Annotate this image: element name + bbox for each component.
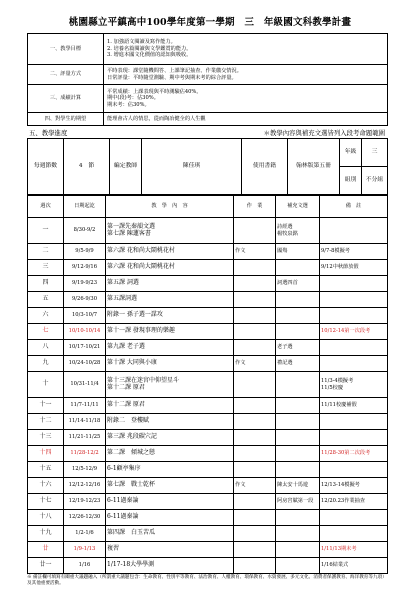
table-row <box>28 542 388 558</box>
week-cell: 十七 <box>28 494 64 510</box>
supplement-cell <box>276 324 320 340</box>
homework-cell <box>234 462 276 478</box>
remark-cell: 11/3-4模擬考 11/5校慶 <box>320 372 388 398</box>
date-cell: 11/21-11/25 <box>64 430 106 446</box>
date-cell: 10/10-10/14 <box>64 324 106 340</box>
content-cell: 第十三課在迷宮中仰望星斗 第十二課 原君 <box>106 372 234 398</box>
homework-cell <box>234 526 276 542</box>
teacher-label: 編定教師 <box>110 139 142 195</box>
supplement-cell: 阿房宮賦第一段 <box>276 494 320 510</box>
goals-table: 一、教學目標 1. 加強語文閱讀及寫作能力。 2. 培養名篇閱讀與文學鑑賞的能力。 3. 增進本國文化價值的認知與吸收。 二、評量方式 平時表現：課堂隨機問答、上課筆記抽查、作業繳交情況。 日常評量：平時隨堂測驗、期中考與期末考的綜合評量。 三、成績計算 平常成績：上課表現與平時測驗佔40%。 期中(段)考：佔30%。 期末考：佔30%。 四、對學生的期望 能理會古人的情思，從而陶冶健全的人生觀 <box>27 33 388 126</box>
homework-cell <box>234 308 276 324</box>
content-cell: 附錄一 孫子選一謀攻 <box>106 308 234 324</box>
table-row <box>28 372 388 398</box>
table-row <box>28 478 388 494</box>
homework-cell <box>234 260 276 276</box>
remark-cell: 12/13-14模擬考 <box>320 478 388 494</box>
weeks-label: 每週節數 <box>28 139 64 195</box>
remark-cell: 12/20.23作業抽查 <box>320 494 388 510</box>
homework-cell <box>234 372 276 398</box>
content-cell: 6-11過秦論 <box>106 494 234 510</box>
week-cell: 三 <box>28 260 64 276</box>
header-content: 教 學 內 容 <box>106 196 234 218</box>
week-cell: 一 <box>28 218 64 244</box>
week-cell: 十四 <box>28 446 64 462</box>
remark-cell: 10/12-14第一次段考 <box>320 324 388 340</box>
table-row <box>28 494 388 510</box>
remark-cell <box>320 462 388 478</box>
table-row <box>28 218 388 244</box>
supplement-cell: 詞選四首 <box>276 276 320 292</box>
remark-cell: 1/16結業式 <box>320 558 388 574</box>
homework-cell <box>234 494 276 510</box>
remark-cell <box>320 414 388 430</box>
table-row <box>28 324 388 340</box>
supplement-cell <box>276 542 320 558</box>
week-cell: 十 <box>28 372 64 398</box>
homework-cell <box>234 276 276 292</box>
date-cell: 9/12-9/16 <box>64 260 106 276</box>
table-row <box>28 276 388 292</box>
content-cell: 第五課詞選 <box>106 292 234 308</box>
table-row <box>28 414 388 430</box>
week-cell: 十九 <box>28 526 64 542</box>
remark-cell <box>320 526 388 542</box>
supplement-cell: 詩經選 楊牧泉銘 <box>276 218 320 244</box>
week-cell: 十六 <box>28 478 64 494</box>
table-row <box>28 308 388 324</box>
row-label: 四、對學生的期望 <box>28 113 104 126</box>
remark-cell <box>320 430 388 446</box>
week-cell: 廿一 <box>28 558 64 574</box>
remark-cell <box>320 308 388 324</box>
date-cell: 9/26-9/30 <box>64 292 106 308</box>
supplement-cell <box>276 308 320 324</box>
supplement-cell: 老子選 <box>276 340 320 356</box>
supplement-cell <box>276 414 320 430</box>
week-cell: 九 <box>28 356 64 372</box>
homework-cell <box>234 414 276 430</box>
remark-cell: 9/7-8模擬考 <box>320 244 388 260</box>
schedule-table <box>27 195 388 574</box>
date-cell: 1/16 <box>64 558 106 574</box>
supplement-cell <box>276 372 320 398</box>
homework-cell: 作文 <box>234 478 276 494</box>
week-cell: 七 <box>28 324 64 340</box>
homework-cell <box>234 446 276 462</box>
date-cell: 1/2-1/6 <box>64 526 106 542</box>
remark-cell <box>320 340 388 356</box>
content-cell: 複習 <box>106 542 234 558</box>
homework-cell <box>234 340 276 356</box>
content-cell: 6-1顧亭集序 <box>106 462 234 478</box>
table-row <box>28 398 388 414</box>
supplement-cell <box>276 462 320 478</box>
week-cell: 廿 <box>28 542 64 558</box>
supplement-cell <box>276 510 320 526</box>
table-row <box>28 510 388 526</box>
supplement-cell <box>276 430 320 446</box>
content-cell: 第十一課 發現事理的樂趣 <box>106 324 234 340</box>
header-supplement: 補充文選 <box>276 196 320 218</box>
page-title: 桃園縣立平鎮高中100學年度第一學期 三 年級國文科教學計畫 <box>68 17 352 28</box>
homework-cell <box>234 558 276 574</box>
content-cell: 6-11過秦論 <box>106 510 234 526</box>
content-cell: 第六課 花和尚大鬧桃花村 <box>106 244 234 260</box>
table-row <box>28 340 388 356</box>
content-cell: 第十二課 原君 <box>106 398 234 414</box>
teacher-value: 陳佳琪 <box>142 139 242 195</box>
date-cell: 10/24-10/28 <box>64 356 106 372</box>
remark-cell <box>320 356 388 372</box>
supplement-cell <box>276 292 320 308</box>
header-date: 日期起訖 <box>64 196 106 218</box>
table-row <box>28 292 388 308</box>
homework-cell <box>234 292 276 308</box>
content-cell: 第二課 傾城之戀 <box>106 446 234 462</box>
content-cell: 第七課 戰士乾杯 <box>106 478 234 494</box>
week-cell: 十五 <box>28 462 64 478</box>
week-cell: 四 <box>28 276 64 292</box>
table-row <box>28 356 388 372</box>
homework-cell: 作文 <box>234 244 276 260</box>
content-cell: 第九課 老子選 <box>106 340 234 356</box>
table-row <box>28 260 388 276</box>
table-row <box>28 526 388 542</box>
supplement-cell <box>276 446 320 462</box>
date-cell: 12/12-12/16 <box>64 478 106 494</box>
week-cell: 十八 <box>28 510 64 526</box>
date-cell: 1/9-1/13 <box>64 542 106 558</box>
weeks-value: 4 節 <box>64 139 110 195</box>
date-cell: 10/17-10/21 <box>64 340 106 356</box>
date-cell: 9/5-9/9 <box>64 244 106 260</box>
date-cell: 12/19-12/23 <box>64 494 106 510</box>
section-header: 五、教學進度 ＊教學內容與補充文選皆列入段考命題範圍 <box>29 129 385 137</box>
table-row <box>28 558 388 574</box>
remark-cell: 11/11校慶補假 <box>320 398 388 414</box>
remark-cell <box>320 276 388 292</box>
remark-cell <box>320 292 388 308</box>
header-remark: 備 註 <box>320 196 388 218</box>
supplement-cell <box>276 558 320 574</box>
remark-cell <box>320 510 388 526</box>
grade-value: 三 <box>362 139 388 167</box>
content-cell: 1/17-18大學學測 <box>106 558 234 574</box>
week-cell: 六 <box>28 308 64 324</box>
week-cell: 五 <box>28 292 64 308</box>
content-cell: 第十課 大同與小康 <box>106 356 234 372</box>
date-cell: 11/28-12/2 <box>64 446 106 462</box>
week-cell: 十一 <box>28 398 64 414</box>
content-cell: 第六課 花和尚大鬧桃花村 <box>106 260 234 276</box>
homework-cell <box>234 324 276 340</box>
homework-cell <box>234 218 276 244</box>
supplement-cell <box>276 260 320 276</box>
date-cell: 11/7-11/11 <box>64 398 106 414</box>
supplement-cell: 陳太安十馬遊 <box>276 478 320 494</box>
remark-cell: 11/28-30第二次段考 <box>320 446 388 462</box>
week-cell: 八 <box>28 340 64 356</box>
content-cell: 第三課 兆段碳穴記 <box>106 430 234 446</box>
book-value: 翰林版第五冊 <box>288 139 340 195</box>
homework-cell: 作文 <box>234 356 276 372</box>
header-week: 週次 <box>28 196 64 218</box>
homework-cell <box>234 398 276 414</box>
date-cell: 9/19-9/23 <box>64 276 106 292</box>
content-cell: 第一課先秦韻文選 第七課 陳蓮客書 <box>106 218 234 244</box>
supplement-cell <box>276 398 320 414</box>
date-cell: 12/5-12/9 <box>64 462 106 478</box>
row-label: 一、教學目標 <box>28 34 104 65</box>
header-homework: 作 業 <box>234 196 276 218</box>
date-cell: 10/3-10/7 <box>64 308 106 324</box>
supplement-cell <box>276 526 320 542</box>
week-cell: 二 <box>28 244 64 260</box>
table-row <box>28 462 388 478</box>
week-cell: 十三 <box>28 430 64 446</box>
remark-cell: 9/12中秋節放假 <box>320 260 388 276</box>
remark-cell <box>320 218 388 244</box>
info-table <box>27 138 388 195</box>
content-cell: 附錄二 登樓賦 <box>106 414 234 430</box>
grade-label: 年級 <box>340 139 362 167</box>
date-cell: 10/31-11/4 <box>64 372 106 398</box>
footnote: ※ 備註欄可填寫有關重大議題融入（所謂重大議題包含：生命教育、性別平等教育、法治教育、人權教育、環保教育、水資發展、多元文化、消費者保護教育、海洋教育等九項）及其他重要活動。 <box>27 575 387 587</box>
homework-cell <box>234 510 276 526</box>
date-cell: 8/30-9/2 <box>64 218 106 244</box>
table-row <box>28 244 388 260</box>
row-label: 三、成績計算 <box>28 85 104 113</box>
week-cell: 十二 <box>28 414 64 430</box>
book-label: 使用書籍 <box>242 139 288 195</box>
row-label: 二、評量方式 <box>28 65 104 85</box>
content-cell: 第五課 詞選 <box>106 276 234 292</box>
group-label: 組別 <box>340 167 362 195</box>
homework-cell <box>234 542 276 558</box>
homework-cell <box>234 430 276 446</box>
remark-cell: 1/11/13期末考 <box>320 542 388 558</box>
content-cell: 第四課 白玉苦瓜 <box>106 526 234 542</box>
supplement-cell: 國殤 <box>276 244 320 260</box>
table-row <box>28 430 388 446</box>
supplement-cell: 禮記選 <box>276 356 320 372</box>
date-cell: 12/26-12/30 <box>64 510 106 526</box>
group-value: 不分組 <box>362 167 388 195</box>
table-row <box>28 446 388 462</box>
date-cell: 11/14-11/18 <box>64 414 106 430</box>
